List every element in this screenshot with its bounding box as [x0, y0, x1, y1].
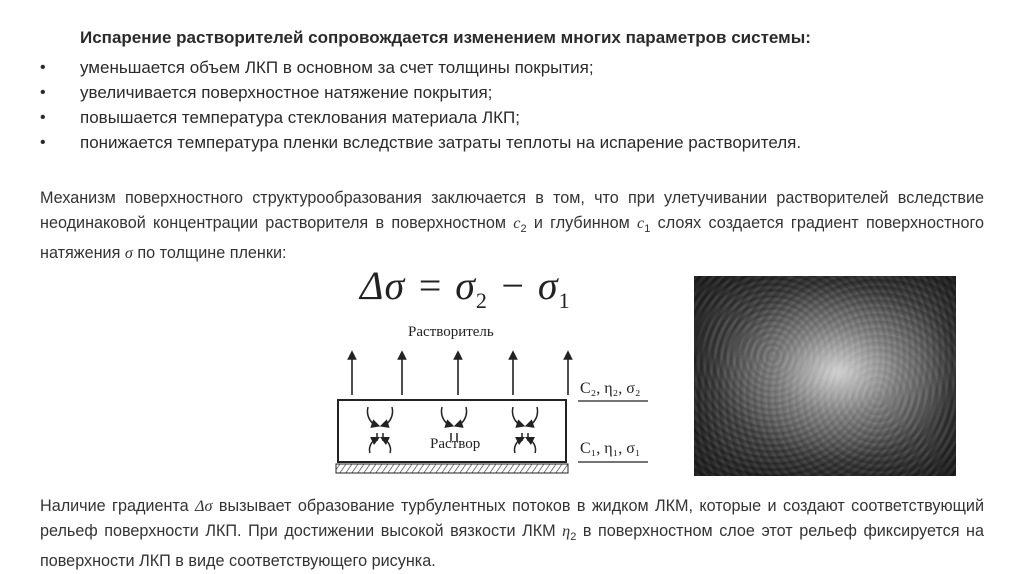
parameter-list	[40, 55, 801, 155]
solution-layer	[338, 400, 566, 462]
list-item-text: увеличивается поверхностное натяжение покрытия;	[80, 83, 493, 102]
bullet-icon: •	[40, 84, 46, 101]
list-item-text: повышается температура стеклования материала ЛКП;	[80, 108, 520, 127]
solvent-evaporation-diagram	[330, 315, 660, 480]
evaporation-arrows	[352, 355, 568, 395]
substrate-hatch	[336, 464, 568, 473]
gradient-formula: $\Delta\sigma = \sigma_2 - \sigma_1$	[360, 263, 571, 313]
list-item	[40, 130, 801, 155]
convection-cell	[367, 407, 392, 453]
slide-heading: Испарение растворителей сопровождается изменением многих параметров системы:	[80, 28, 811, 47]
convection-cell	[512, 407, 537, 453]
mechanism-paragraph: Механизм поверхностного структурообразования заключается в том, что при улетучивании растворителей вследствие неодинаковой концентрации растворителя в поверхностном $c_2$ и глубинном $c_1$ слоях создается градиент поверхностного натяжения σ по толщине пленки:	[40, 189, 984, 263]
bullet-icon: •	[40, 134, 46, 151]
top-layer-label: C₂, η₂, σ₂	[580, 380, 641, 397]
list-item	[40, 55, 801, 80]
solution-label: Раствор	[430, 436, 481, 452]
list-item-text: понижается температура пленки вследствие затраты теплоты на испарение растворителя.	[80, 133, 802, 152]
list-item-text: уменьшается объем ЛКП в основном за счет толщины покрытия;	[80, 58, 594, 77]
bottom-layer-label: C₁, η₁, σ₁	[580, 440, 641, 457]
list-item	[40, 80, 801, 105]
list-item	[40, 105, 801, 130]
bullet-icon: •	[40, 59, 46, 76]
coating-surface-texture-image	[694, 276, 956, 476]
bullet-icon: •	[40, 109, 46, 126]
turbulence-paragraph: Наличие градиента Δσ вызывает образование турбулентных потоков в жидком ЛКМ, которые и создают соответствующий рельеф поверхности ЛКП. При достижении высокой вязкости ЛКМ $\eta_2$ в поверхностном слое этот рельеф фиксируется на поверхности ЛКП в виде соответствующего рисунка.	[40, 497, 984, 571]
solvent-label: Растворитель	[408, 324, 494, 340]
